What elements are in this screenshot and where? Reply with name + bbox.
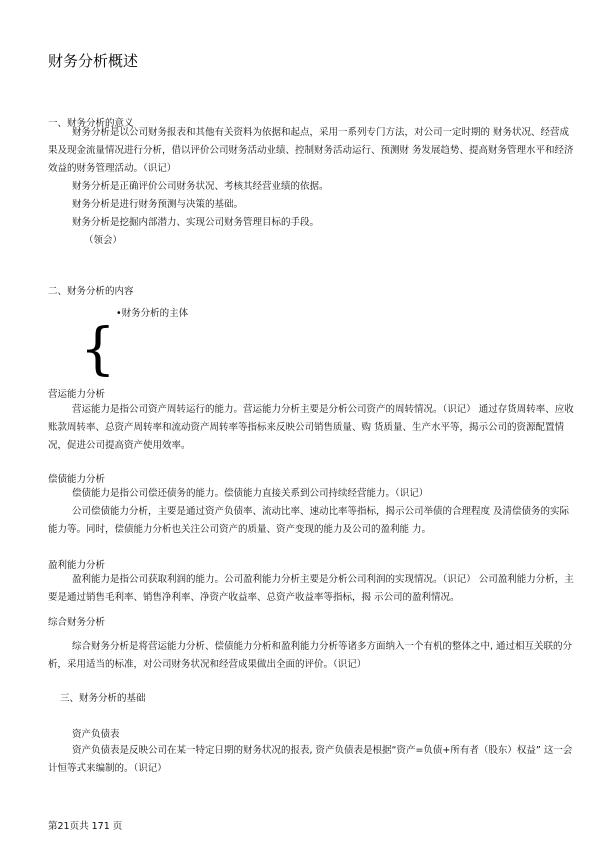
comprehensive-block [48, 638, 576, 674]
operating-block [48, 401, 576, 455]
page-footer: 第21页共 171 页 [48, 821, 123, 832]
comprehensive-heading: 综合财务分析 [48, 617, 106, 628]
brace-symbol: { [80, 317, 116, 382]
significance-point-1: 财务分析是正确评价公司财务状况、考核其经营业绩的依据。 [72, 181, 329, 192]
significance-point-2: 财务分析是进行财务预测与决策的基础。 [72, 199, 244, 210]
solvency-heading: 偿债能力分析 [48, 474, 106, 485]
operating-heading: 营运能力分析 [48, 389, 106, 400]
balance-sheet-paragraph: 资产负债表是反映公司在某一特定日期的财务状况的报表, 资产负债表是根据“资产=负债+所有者（股东）权益” 这一会计恒等式来编制的。（识记） [48, 745, 573, 774]
solvency-paragraph-2: 公司偿债能力分析，主要是通过资产负债率、流动比率、速动比率等指标，揭示公司举债的合理程度 及清偿债务的实际能力等。同时，偿债能力分析也关注公司资产的质量、资产变现的能力及公司的盈利能 力。 [48, 506, 570, 535]
analysis-subject-label: •财务分析的主体 [116, 308, 189, 319]
significance-point-3: 财务分析是挖掘内部潜力、实现公司财务管理目标的手段。 [72, 217, 320, 228]
significance-paragraph: 财务分析是以公司财务报表和其他有关资料为依据和起点，采用一系列专门方法，对公司一定时期的 财务状况、经营成果及现金流量情况进行分析，借以评价公司财务活动业绩、控制财务活动运行、预测财 务发展趋势、提高财务管理水平和经济效益的财务管理活动。（识记） [48, 127, 574, 174]
page-title: 财务分析概述 [48, 52, 139, 70]
section-heading-basis: 三、财务分析的基础 [60, 693, 146, 704]
solvency-block [48, 485, 576, 539]
balance-sheet-block [48, 742, 576, 778]
profitability-block [48, 571, 576, 607]
profitability-paragraph: 盈利能力是指公司获取利润的能力。公司盈利能力分析主要是分析公司利润的实现情况。（识记） 公司盈利能力分析，主要是通过销售毛利率、销售净利率、净资产收益率、总资产收益率等指标，揭 示公司的盈利情况。 [48, 574, 574, 603]
operating-paragraph: 营运能力是指公司资产周转运行的能力。营运能力分析主要是分析公司资产的周转情况。（识记） 通过存货周转率、应收账款周转率、总资产周转率和流动资产周转率等指标来反映公司销售质量、购 货质量、生产水平等，揭示公司的资源配置情况，促进公司提高资产使用效率。 [48, 404, 574, 451]
significance-note: （领会） [84, 235, 123, 246]
significance-block [48, 124, 576, 250]
profitability-heading: 盈利能力分析 [48, 560, 106, 571]
balance-sheet-heading: 资产负债表 [72, 729, 120, 740]
section-heading-content: 二、财务分析的内容 [48, 286, 134, 297]
section-heading-significance: 一、财务分析的意义 [48, 118, 134, 129]
solvency-paragraph-1: 偿债能力是指公司偿还债务的能力。偿债能力直接关系到公司持续经营能力。（识记） [72, 488, 429, 499]
comprehensive-paragraph: 综合财务分析是将营运能力分析、偿债能力分析和盈利能力分析等诸多方面纳入一个有机的整体之中, 通过相互关联的分析，采用适当的标准，对公司财务状况和经营成果做出全面的评价。（识记） [48, 641, 573, 670]
